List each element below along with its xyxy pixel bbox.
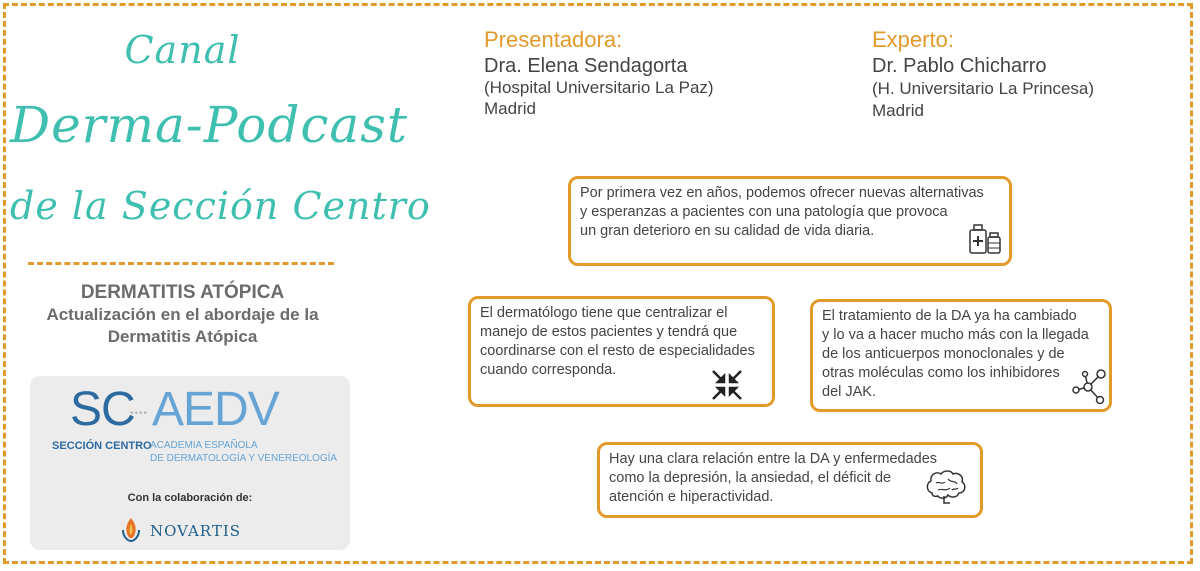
presenter-role: Presentadora: xyxy=(484,27,623,52)
quote-1-line-2: y esperanzas a pacientes con una patología que provoca xyxy=(580,204,948,220)
quote-3-line-4: otras moléculas como los inhibidores xyxy=(822,365,1060,381)
quote-3-line-5: del JAK. xyxy=(822,384,876,400)
quote-4-line-1: Hay una clara relación entre la DA y enfermedades xyxy=(609,451,938,467)
expert-affiliation: (H. Universitario La Princesa) xyxy=(872,79,1095,98)
collaboration-label: Con la colaboración de: xyxy=(127,492,253,504)
medicine-bottles-icon xyxy=(968,223,1002,255)
quote-3-line-3: de los anticuerpos monoclonales y de xyxy=(822,346,1065,362)
aedv-logo-text: AEDV xyxy=(152,383,279,436)
title-derma-podcast: Derma-Podcast xyxy=(10,96,408,154)
quote-box-1 xyxy=(568,176,1012,266)
novartis-logo-text: NOVARTIS xyxy=(150,522,242,540)
quote-4-line-2: como la depresión, la ansiedad, el déficit de xyxy=(609,470,892,486)
quote-2-line-4: cuando corresponda. xyxy=(480,362,617,378)
quote-3-line-1: El tratamiento de la DA ya ha cambiado xyxy=(822,308,1077,324)
quote-2-line-1: El dermatólogo tiene que centralizar el xyxy=(480,305,728,321)
sponsor-logo-box xyxy=(30,376,350,550)
presenter-name: Dra. Elena Sendagorta xyxy=(484,55,688,77)
expert-city: Madrid xyxy=(872,101,924,120)
topic-title: DERMATITIS ATÓPICA xyxy=(80,282,285,303)
quote-2-line-3: coordinarse con el resto de especialidades xyxy=(480,343,755,359)
expert-name: Dr. Pablo Chicharro xyxy=(872,55,1047,77)
quote-2-line-2: manejo de estos pacientes y tendrá que xyxy=(480,324,738,340)
sc-logo-dots: •••• xyxy=(130,408,149,419)
presenter-city: Madrid xyxy=(484,99,536,118)
sc-logo-text: SC xyxy=(70,383,135,436)
expert-role: Experto: xyxy=(872,27,954,52)
brain-icon xyxy=(924,469,968,505)
title-seccion-centro: de la Sección Centro xyxy=(10,184,431,228)
topic-subtitle-line1: Actualización en el abordaje de la xyxy=(46,305,319,324)
quote-box-4 xyxy=(597,442,983,518)
quote-3-line-2: y lo va a hacer mucho más con la llegada xyxy=(822,327,1089,343)
title-separator xyxy=(28,262,334,265)
academy-line1: ACADEMIA ESPAÑOLA xyxy=(150,440,258,451)
presenter-affiliation: (Hospital Universitario La Paz) xyxy=(484,78,714,97)
section-label: SECCIÓN CENTRO xyxy=(52,440,152,452)
quote-1-line-1: Por primera vez en años, podemos ofrecer nuevas alternativas xyxy=(580,185,984,201)
academy-line2: DE DERMATOLOGÍA Y VENEREOLOGÍA xyxy=(150,453,338,464)
topic-subtitle-line2: Dermatitis Atópica xyxy=(107,327,258,346)
quote-box-2 xyxy=(468,296,775,407)
converging-arrows-icon xyxy=(711,369,743,401)
novartis-flame-icon xyxy=(120,516,142,542)
quote-4-line-3: atención e hiperactividad. xyxy=(609,489,774,505)
quote-1-line-3: un gran deterioro en su calidad de vida diaria. xyxy=(580,223,875,239)
quote-box-3 xyxy=(810,299,1112,412)
title-canal: Canal xyxy=(124,28,241,72)
molecule-icon xyxy=(1071,368,1107,406)
